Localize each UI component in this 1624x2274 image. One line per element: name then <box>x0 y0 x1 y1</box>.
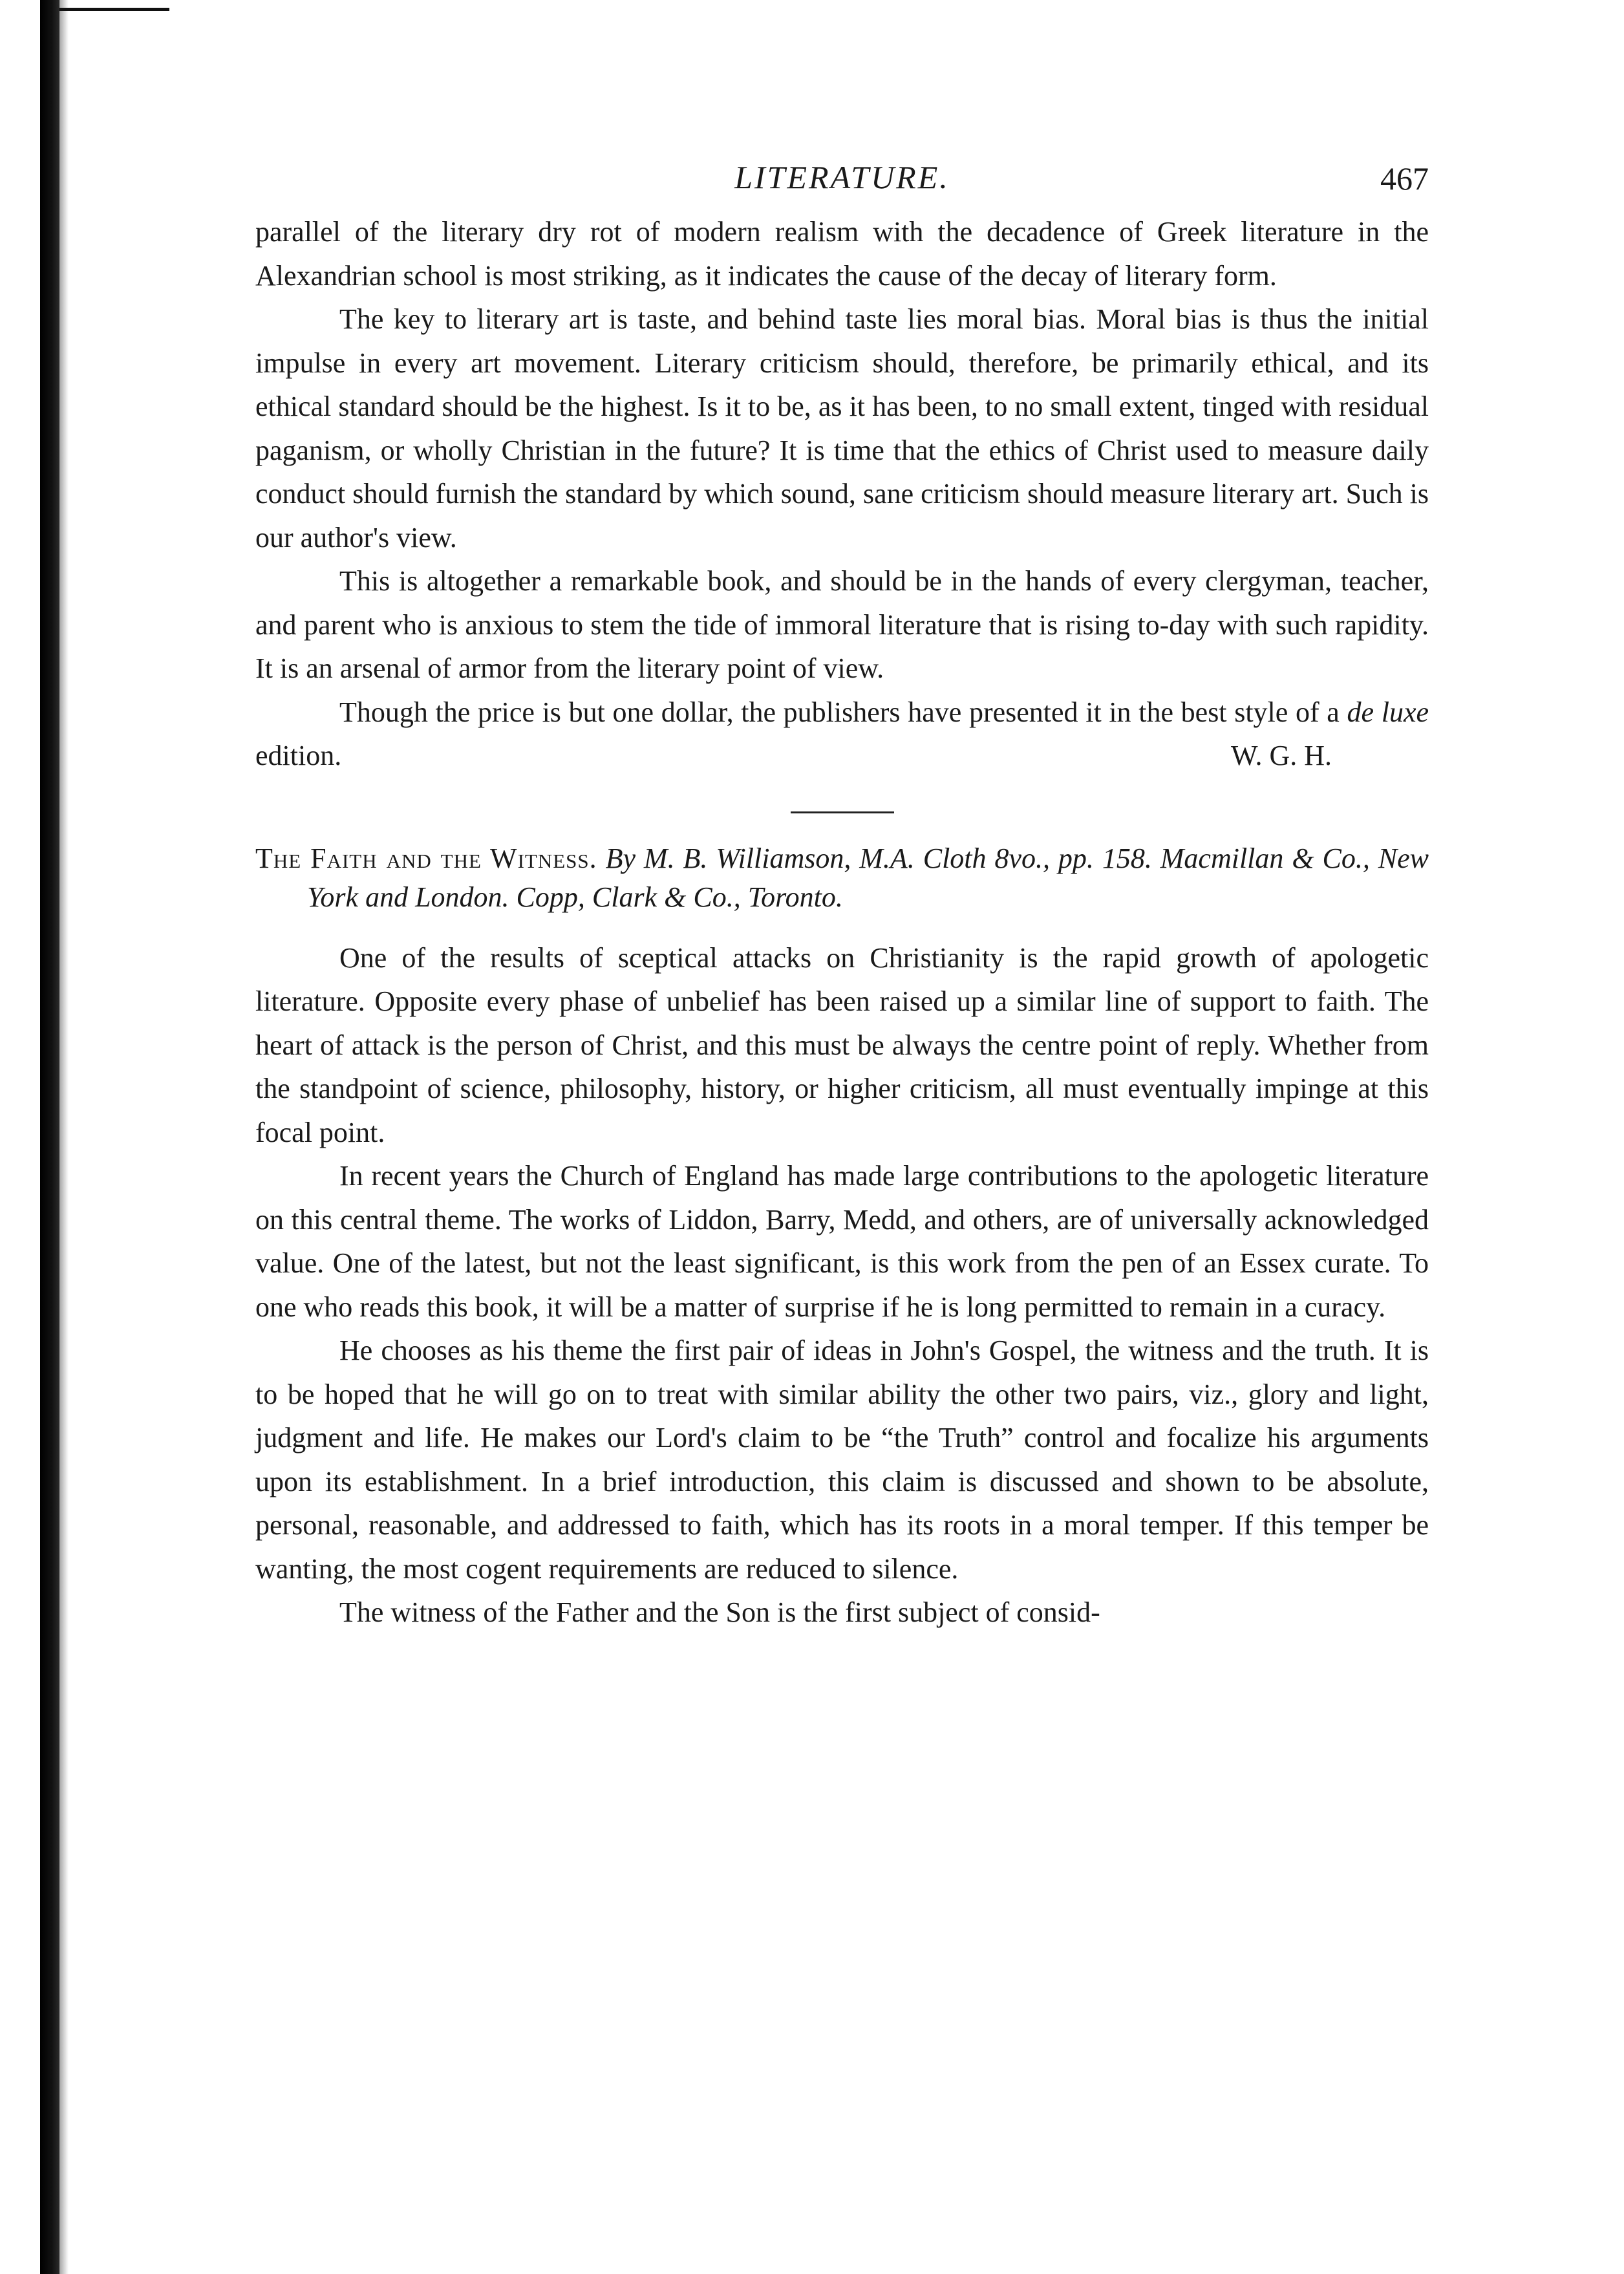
review2-paragraph-3: He chooses as his theme the first pair of ideas in John's Gospel, the witness and the truth. It is to be hoped that he will go on to treat with similar ability the other two pairs, viz., glory and light, judgment and life. He makes our Lord's claim to be “the Truth” control and focalize his arguments upon its establishment. In a brief introduction, this claim is discussed and shown to be absolute, personal, reasonable, and addressed to faith, which has its roots in a moral temper. If this temper be wanting, the most cogent requirements are reduced to silence. <box>255 1335 1429 1585</box>
review1-p4-text-end: edition. <box>255 740 342 771</box>
review2-paragraph-4: The witness of the Father and the Son is the first subject of consid- <box>339 1596 1100 1628</box>
review2-paragraph-2: In recent years the Church of England has made large contributions to the apologetic literature on this central theme. The works of Liddon, Barry, Medd, and others, are of universally acknowledged value. One of the latest, but not the least significant, is this work from the pen of an Essex curate. To one who reads this book, it will be a matter of surprise if he is long permitted to remain in a curacy. <box>255 1160 1429 1323</box>
section-separator <box>791 811 894 813</box>
review1-p4-italic: de luxe <box>1347 696 1429 728</box>
page-number: 467 <box>1380 160 1429 197</box>
review1-signature-line <box>255 734 1429 778</box>
book-binding-edge <box>40 0 59 2274</box>
review1-p4-text: Though the price is but one dollar, the publishers have presented it in the best style of a <box>339 696 1347 728</box>
running-title: LITERATURE. <box>734 159 950 195</box>
binding-top-mark <box>59 8 169 11</box>
book-title: The Faith and the Witness. <box>255 842 597 874</box>
review1-paragraph-1: parallel of the literary dry rot of modern realism with the decadence of Greek literature in the Alexandrian school is most striking, as it indicates the cause of the decay of literary form. <box>255 216 1429 292</box>
review1-paragraph-3: This is altogether a remarkable book, and should be in the hands of every clergyman, teacher, and parent who is anxious to stem the tide of immoral literature that is rising to-day with such rapidity. It is an arsenal of armor from the literary point of view. <box>255 565 1429 684</box>
running-header <box>255 145 1429 210</box>
book-page <box>255 145 1429 1635</box>
review1-paragraph-2: The key to literary art is taste, and behind taste lies moral bias. Moral bias is thus the initial impulse in every art movement. Literary criticism should, therefore, be primarily ethical, and its ethical standard should be the highest. Is it to be, as it has been, to no small extent, tinged with residual paganism, or wholly Christian in the future? It is time that the ethics of Christ used to measure daily conduct should furnish the standard by which sound, sane criticism should measure literary art. Such is our author's view. <box>255 303 1429 553</box>
review1-signature: W. G. H. <box>1230 740 1332 771</box>
binding-shadow <box>59 0 69 2274</box>
book-details: By M. B. Williamson, M.A. Cloth 8vo., pp. 158. Macmillan & Co., New York and London. Copp, Clark & Co., Toronto. <box>307 842 1429 913</box>
book-entry <box>255 839 1429 917</box>
review2-paragraph-1: One of the results of sceptical attacks on Christianity is the rapid growth of apologetic literature. Opposite every phase of unbelief has been raised up a similar line of support to faith. The heart of attack is the person of Christ, and this must be always the centre point of reply. Whether from the standpoint of science, philosophy, history, or higher criticism, all must eventually impinge at this focal point. <box>255 941 1429 1148</box>
